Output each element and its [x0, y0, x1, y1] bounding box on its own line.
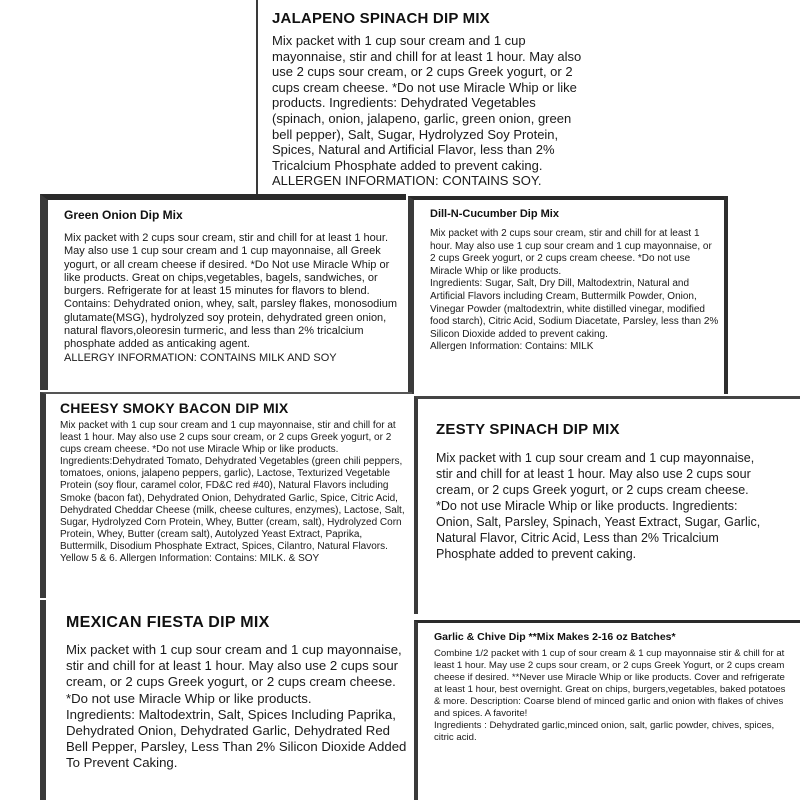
paper-edge [724, 196, 728, 394]
label-text: Mix packet with 1 cup sour cream and 1 cup mayonnaise, stir and chill for at least 1 hour. May also use 2 cups sour cream, or 2 cups Greek yogurt, or 2 cups cream cheese. *Do not use Miracle Whip or like products. Ingredients: Dehydrated Vegetables (spinach, onion, jalapeno, garlic, green onion, green bell pepper), Salt, Sugar, Hydrolyzed Soy Protein, Spices, Natural and Artificial Flavor, less than 2% Tricalcium Phosphate added to prevent caking. ALLERGEN INFORMATION: CONTAINS SOY. [272, 33, 582, 189]
dill-cucumber-label [408, 196, 724, 394]
label-title: JALAPENO SPINACH DIP MIX [272, 10, 490, 27]
label-title: Dill-N-Cucumber Dip Mix [430, 208, 559, 220]
label-title: CHEESY SMOKY BACON DIP MIX [60, 400, 289, 416]
label-text: Mix packet with 2 cups sour cream, stir and chill for at least 1 hour. May also use 1 cup sour cream and 1 cup mayonnaise, or 2 cups Greek yogurt, or 2 cups cream cheese. *Do not use Miracle Whip or like products. Ingredients: Sugar, Salt, Dry Dill, Maltodextrin, Natural and Artificial Flavors including Cream, Buttermilk Powder, Onion, Vinegar Powder (maltodextrin, white distilled vinegar, modified food starch), Citric Acid, Sodium Diacetate, Parsley, less than 2% Silicon Dioxide added to prevent caking. Allergen Information: Contains: MILK [430, 228, 719, 353]
green-onion-label [40, 194, 406, 390]
label-title: ZESTY SPINACH DIP MIX [436, 421, 620, 438]
label-title: Garlic & Chive Dip **Mix Makes 2-16 oz Batches* [434, 631, 676, 643]
zesty-spinach-label [414, 396, 800, 614]
garlic-chive-label [414, 620, 800, 800]
label-text: Mix packet with 1 cup sour cream and 1 cup mayonnaise, stir and chill for at least 1 hour. May also use 2 cups sour cream, or 2 cups Greek yogurt, or 2 cups cream cheese. *Do not use Miracle Whip or like products. Ingredients: Onion, Salt, Parsley, Spinach, Yeast Extract, Sugar, Garlic, Natural Flavor, Citric Acid, Less than 2% Tricalcium Phosphate added to prevent caking. [436, 451, 761, 561]
label-text: Mix packet with 2 cups sour cream, stir and chill for at least 1 hour. May also use 1 cup sour cream and 1 cup mayonnaise, all Greek yogurt, or all cream cheese if desired. *Do Not use Miracle Whip or like products. Great on chips,vegetables, bagels, sandwiches, or burgers. Refrigerate for at least 15 minutes for flavors to blend. Contains: Dehydrated onion, whey, salt, parsley flakes, monosodium glutamate(MSG), hydrolyzed soy protein, dehydrated green onion, natural flavors,oleoresin turmeric, and less than 2% tricalcium phosphate added as anticaking agent. ALLERGY INFORMATION: CONTAINS MILK AND SOY [64, 232, 398, 364]
jalapeno-spinach-label [256, 0, 800, 194]
label-text: Mix packet with 1 cup sour cream and 1 cup mayonnaise, stir and chill for at least 1 hour. May also use 2 cups sour cream, or 2 cups Greek yogurt, or 2 cups cream cheese. *Do not use Miracle Whip or like products. Ingredients: Maltodextrin, Salt, Spices Including Paprika, Dehydrated Onion, Dehydrated Garlic, Dehydrated Red Bell Pepper, Parsley, Less Than 2% Silicon Dioxide Added To Prevent Caking. [66, 642, 407, 771]
label-text: Combine 1/2 packet with 1 cup of sour cream & 1 cup mayonnaise stir & chill for at least 1 hour. May use 2 cups sour cream, or 2 cups Greek Yogurt, or 2 cups cream cheese if desired. **Never use Miracle Whip or like products. Cover and refrigerate at least 1 hour, best overnight. Great on chips, burgers,vegetables, baked potatoes & more. Description: Coarse blend of minced garlic and onion with flakes of chives and spices. A favorite! Ingredients : Dehydrated garlic,minced onion, salt, garlic powder, chives, spices, citric acid. [434, 648, 786, 743]
cheesy-smoky-bacon-label [40, 392, 412, 598]
mexican-fiesta-label [40, 600, 412, 800]
label-text: Mix packet with 1 cup sour cream and 1 cup mayonnaise, stir and chill for at least 1 hour. May also use 2 cups sour cream, or 2 cups Greek yogurt, or 2 cups cream cheese. *Do not use Miracle Whip or like products. Ingredients:Dehydrated Tomato, Dehydrated Vegetables (green chili peppers, tomatoes, onions, jalapeno peppers, garlic), Lactose, Texturized Vegetable Protein (soy flour, caramel color, FD&C red #40), Natural Flavors including Smoke (bacon fat), Dehydrated Onion, Dehydrated Garlic, Spice, Citric Acid, Dehydrated Cheddar Cheese (milk, cheese cultures, enzymes), Lactose, Salt, Sugar, Hydrolyzed Corn Protein, Whey, Butter (cream, salt), Hydrolyzed Corn Protein, Whey, Butter (cream salt), Autolyzed Yeast Extract, Paprika, Buttermilk, Disodium Phosphate Extract, Spices, Cilantro, Natural Flavors. Yellow 5 & 6. Allergen Information: Contains: MILK. & SOY [60, 420, 405, 565]
label-title: Green Onion Dip Mix [64, 208, 183, 222]
label-title: MEXICAN FIESTA DIP MIX [66, 614, 270, 631]
